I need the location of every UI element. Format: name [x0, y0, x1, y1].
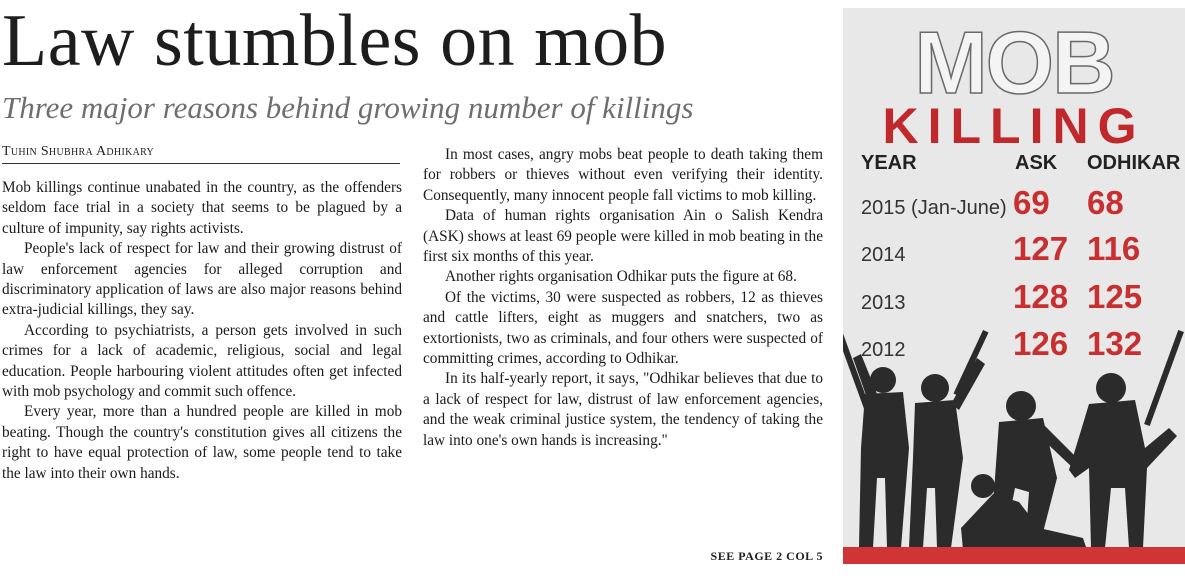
ask-value: 128: [1013, 278, 1069, 315]
column-header-year: YEAR: [861, 152, 917, 174]
article-column-2: [423, 145, 823, 451]
paragraph: Data of human rights organisation Ain o Salish Kendra (ASK) shows at least 69 people were killed in mob beating in the first six months of this year.: [423, 207, 823, 266]
article-column-1: [2, 178, 402, 484]
byline: Tuhin Shubhra Adhikary: [2, 144, 400, 164]
row-year: 2015 (Jan-June): [861, 197, 1007, 219]
row-year: 2012: [861, 339, 906, 361]
infographic-accent-bar: [843, 547, 1185, 564]
continuation-note[interactable]: SEE PAGE 2 COL 5: [710, 549, 823, 563]
paragraph: Mob killings continue unabated in the country, as the offenders seldom face trial in a society that seems to be plagued by a culture of impunity, say rights activists.: [2, 179, 402, 237]
odhikar-value: 125: [1087, 278, 1143, 315]
odhikar-value: 116: [1087, 230, 1141, 267]
paragraph: Another rights organisation Odhikar puts the figure at 68.: [445, 268, 797, 286]
row-year: 2014: [861, 244, 906, 266]
infographic-title-mob: MOB: [914, 13, 1114, 112]
ask-value: 69: [1013, 184, 1050, 221]
paragraph: In its half-yearly report, it says, "Odhikar believes that due to a lack of respect for law, distrust of law enforcement agencies, and the weak criminal justice system, the tendency of taking the law into one's own hands is increasing.": [423, 370, 823, 449]
column-header-odhikar: ODHIKAR: [1087, 152, 1181, 174]
infographic-title-killing: KILLING: [882, 98, 1146, 154]
sub-headline: Three major reasons behind growing number of killings: [2, 90, 694, 125]
paragraph: Every year, more than a hundred people are killed in mob beating. Though the country's constitution gives all citizens the right to have equal protection of law, some people tend to take the law into their own hands.: [2, 403, 402, 482]
ask-value: 127: [1013, 230, 1069, 267]
ask-value: 126: [1013, 325, 1069, 362]
odhikar-value: 132: [1087, 325, 1143, 362]
paragraph: Of the victims, 30 were suspected as robbers, 12 as thieves and cattle lifters, eight as muggers and snatchers, two as extortionists, two as criminals, and four others were suspected of committing crimes, according to Odhikar.: [423, 288, 823, 368]
paragraph: In most cases, angry mobs beat people to death taking them for robbers or thieves without even verifying their identity. Consequently, many innocent people fall victims to mob killing.: [423, 146, 823, 204]
headline: Law stumbles on mob: [2, 0, 668, 82]
infographic-panel: [843, 8, 1185, 564]
paragraph: According to psychiatrists, a person gets involved in such crimes for a lack of academic, religious, social and legal education. People harbouring violent attitudes often get infected with mob psychology and commit such offence.: [2, 321, 402, 401]
odhikar-value: 68: [1087, 184, 1124, 221]
row-year: 2013: [861, 292, 906, 314]
column-header-ask: ASK: [1015, 152, 1058, 174]
paragraph: People's lack of respect for law and their growing distrust of law enforcement agencies for alleged corruption and discriminatory application of laws are also major reasons behind extra-judicial killings, they say.: [2, 240, 402, 319]
